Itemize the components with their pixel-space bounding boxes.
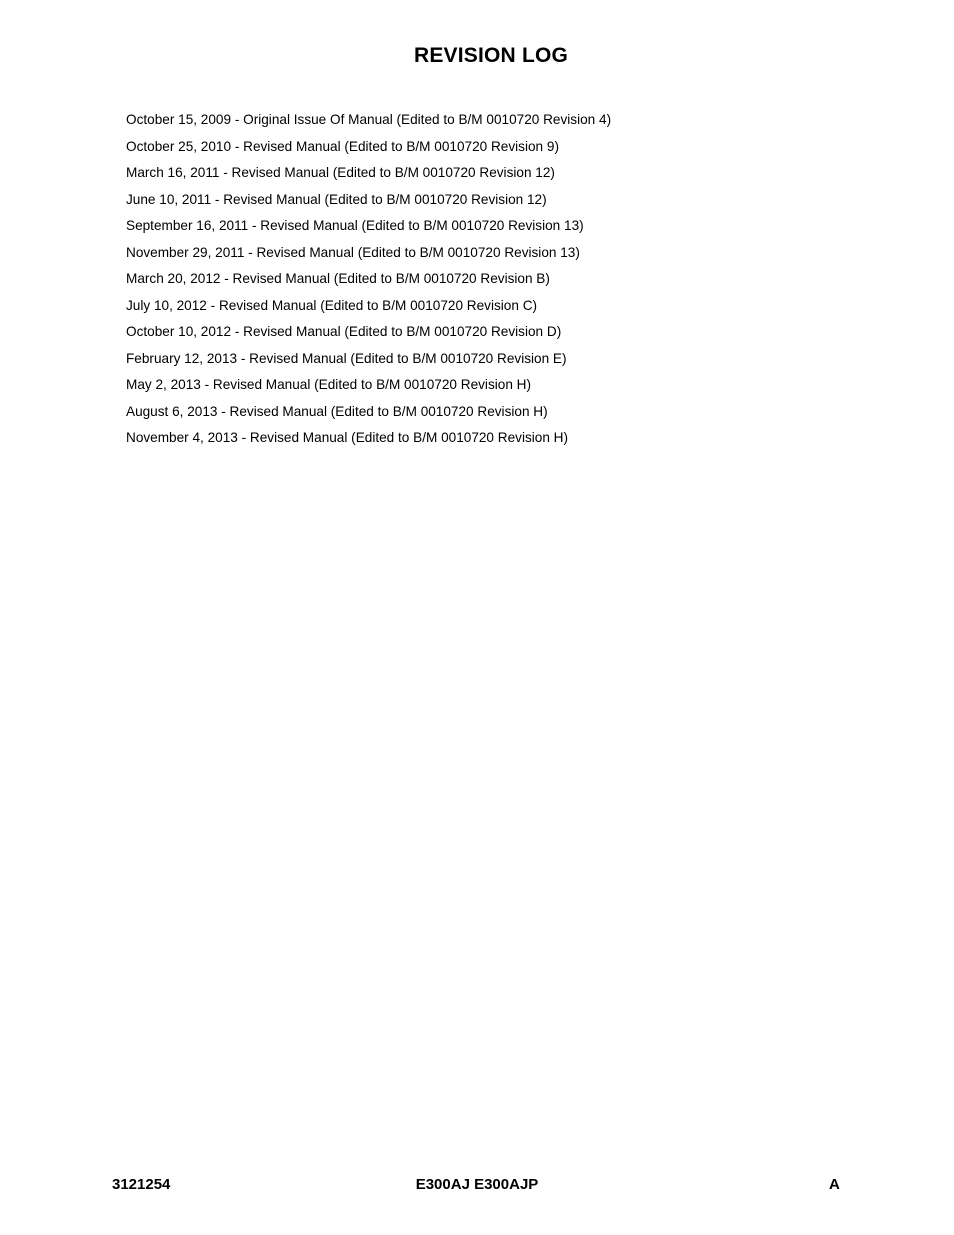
revision-entry: February 12, 2013 - Revised Manual (Edited to B/M 0010720 Revision E) bbox=[126, 350, 567, 366]
revision-entry: October 25, 2010 - Revised Manual (Edited to B/M 0010720 Revision 9) bbox=[126, 138, 559, 154]
revision-entry: September 16, 2011 - Revised Manual (Edited to B/M 0010720 Revision 13) bbox=[126, 218, 584, 233]
page-title: REVISION LOG bbox=[413, 44, 569, 67]
revision-entry: November 4, 2013 - Revised Manual (Edited to B/M 0010720 Revision H) bbox=[126, 430, 569, 445]
page-footer bbox=[0, 1176, 954, 1196]
revision-entry: October 15, 2009 - Original Issue Of Manual (Edited to B/M 0010720 Revision 4) bbox=[126, 112, 612, 127]
revision-list bbox=[126, 107, 611, 452]
page-number: A bbox=[829, 1176, 840, 1193]
document-number: 3121254 bbox=[112, 1176, 171, 1193]
revision-entry: March 16, 2011 - Revised Manual (Edited to B/M 0010720 Revision 12) bbox=[126, 165, 555, 180]
revision-entry: July 10, 2012 - Revised Manual (Edited to B/M 0010720 Revision C) bbox=[126, 297, 538, 313]
revision-entry: November 29, 2011 - Revised Manual (Edited to B/M 0010720 Revision 13) bbox=[126, 244, 580, 260]
revision-entry: March 20, 2012 - Revised Manual (Edited to B/M 0010720 Revision B) bbox=[126, 271, 550, 286]
revision-entry: May 2, 2013 - Revised Manual (Edited to B/M 0010720 Revision H) bbox=[126, 377, 531, 392]
model-name: E300AJ E300AJP bbox=[415, 1176, 539, 1193]
revision-entry: June 10, 2011 - Revised Manual (Edited to B/M 0010720 Revision 12) bbox=[126, 191, 547, 207]
revision-entry: October 10, 2012 - Revised Manual (Edited to B/M 0010720 Revision D) bbox=[126, 324, 562, 339]
revision-entry: August 6, 2013 - Revised Manual (Edited to B/M 0010720 Revision H) bbox=[126, 403, 548, 419]
